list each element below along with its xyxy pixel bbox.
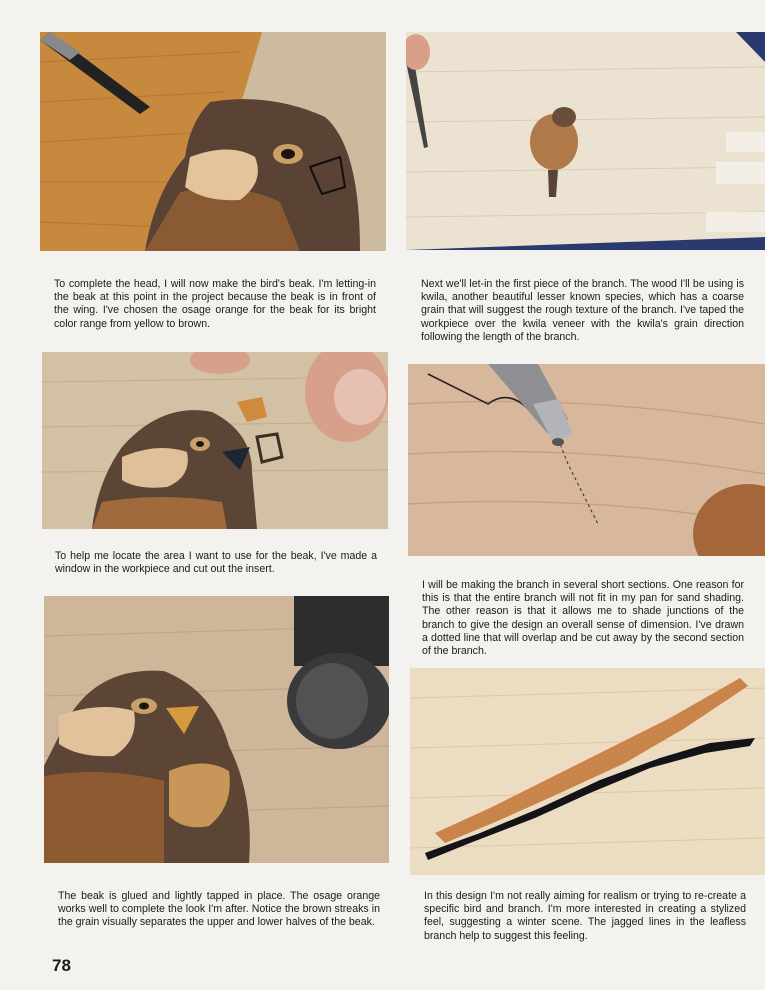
caption-beak-intro: To complete the head, I will now make the bird's beak. I'm letting-in the beak at this point in the project because the beak is in front of the wing. I've chosen the osage orange for the beak for its bright color range from yellow to brown. <box>54 278 376 330</box>
caption-stylized: In this design I'm not really aiming for realism or trying to re-create a specific bird and branch. I'm more interested in creating a stylized feel, suggesting a winter scene. The jagged lines in the leafless branch help to suggest this feeling. <box>424 890 746 942</box>
photo-burning-tool <box>408 364 765 556</box>
caption-window: To help me locate the area I want to use for the beak, I've made a window in the workpiece and cut out the insert. <box>55 550 377 576</box>
caption-glued: The beak is glued and lightly tapped in place. The osage orange works well to complete the look I'm after. Notice the brown streaks in the grain visually separates the upper and lower halves of the beak. <box>58 890 380 929</box>
photo-branch-pieces <box>410 668 765 875</box>
photo-workpiece-bird <box>406 32 765 250</box>
photo-beak-glued <box>44 596 389 863</box>
caption-sections: I will be making the branch in several short sections. One reason for this is that the entire branch will not fit in my pan for sand shading. The other reason is that it allows me to shade junctions of the branch to give the design an overall sense of dimension. I've drawn a dotted line that will overlap and be cut away by the second section of the branch. <box>422 579 744 658</box>
photo-window-insert <box>42 352 388 529</box>
caption-branch-first: Next we'll let-in the first piece of the branch. The wood I'll be using is kwila, another beautiful lesser known species, which has a coarse grain that will suggest the rough texture of the branch. I've taped the workpiece over the kwila veneer with the kwila's grain direction following the length of the branch. <box>421 278 744 343</box>
photo-beak-outline <box>40 32 386 251</box>
page-number: 78 <box>52 956 71 975</box>
